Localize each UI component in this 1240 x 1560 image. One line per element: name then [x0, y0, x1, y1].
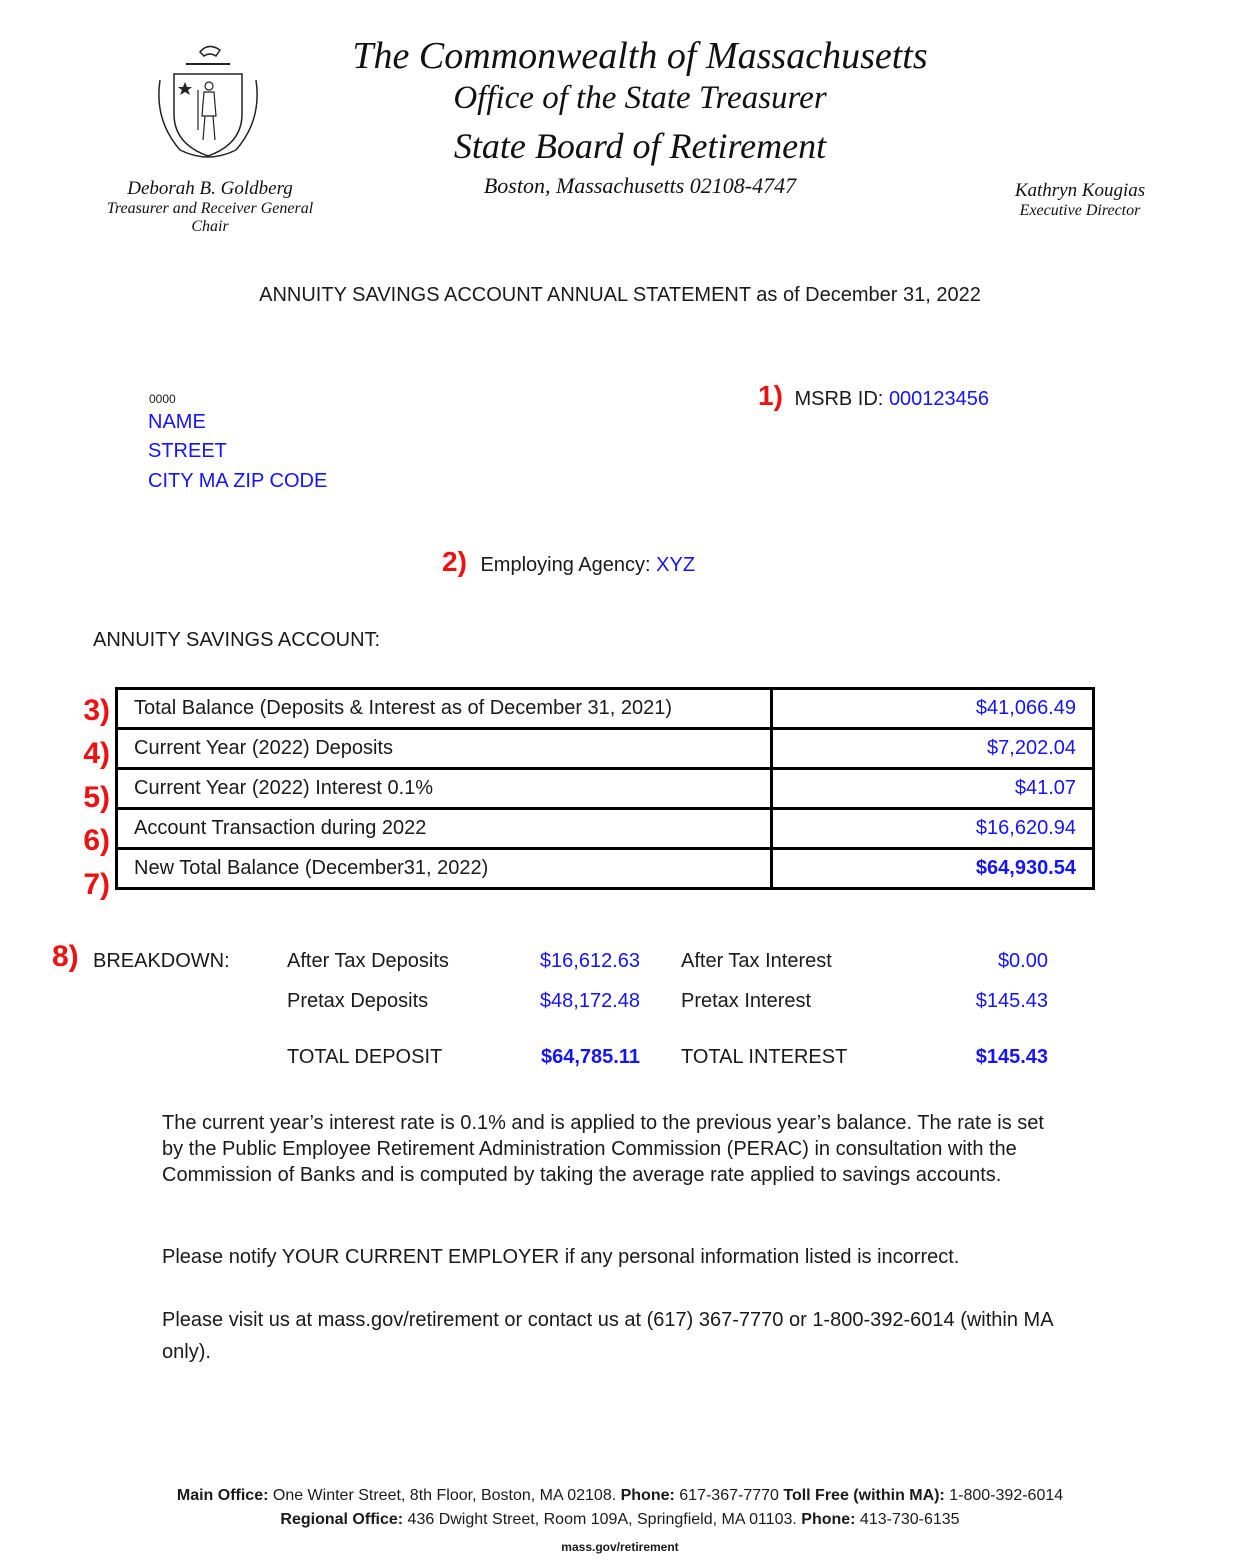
right-signatory	[980, 180, 1180, 220]
pretax-deposits-label: Pretax Deposits	[287, 990, 429, 1012]
notify-employer-note: Please notify YOUR CURRENT EMPLOYER if any personal information listed is incorrect.	[162, 1246, 960, 1268]
total-deposit-label: TOTAL DEPOSIT	[287, 1046, 443, 1068]
account-row-markers	[70, 689, 110, 906]
agency-value: XYZ	[656, 554, 696, 576]
regional-phone-label: Phone:	[801, 1511, 856, 1528]
row-label: Current Year (2022) Deposits	[117, 729, 772, 769]
row-label: New Total Balance (December31, 2022)	[117, 849, 772, 889]
new-total-balance-value: $64,930.54	[772, 849, 1094, 889]
total-deposit-value: $64,785.11	[541, 1046, 640, 1068]
row-label: Current Year (2022) Interest 0.1%	[117, 769, 772, 809]
footer-regional-office	[0, 1511, 1240, 1529]
table-row	[117, 809, 1094, 849]
after-tax-deposits-value: $16,612.63	[539, 950, 640, 972]
marker-7: 7)	[83, 867, 110, 901]
main-office-label: Main Office:	[176, 1487, 269, 1504]
row-label: Total Balance (Deposits & Interest as of December 31, 2021)	[117, 689, 772, 729]
toll-free-label: Toll Free (within MA):	[783, 1487, 945, 1504]
footer-main-office	[0, 1487, 1240, 1505]
employing-agency	[442, 546, 695, 578]
total-interest-label: TOTAL INTEREST	[681, 1046, 848, 1068]
row-value: $16,620.94	[772, 809, 1094, 849]
marker-3: 3)	[83, 694, 110, 727]
table-row	[117, 849, 1094, 889]
agency-label: Employing Agency:	[480, 554, 651, 576]
marker-6: 6)	[83, 824, 110, 858]
marker-8: 8)	[52, 940, 79, 973]
row-value: $41.07	[772, 769, 1094, 809]
header-commonwealth: The Commonwealth of Massachusetts	[352, 35, 928, 77]
treasurer-name: Deborah B. Goldberg	[127, 178, 293, 199]
address-street: STREET	[148, 440, 227, 462]
row-value: $7,202.04	[772, 729, 1094, 769]
regional-office-label: Regional Office:	[280, 1511, 404, 1528]
regional-phone: 413-730-6135	[855, 1511, 960, 1528]
address-name: NAME	[148, 411, 206, 433]
marker-2: 2)	[442, 546, 467, 577]
total-interest-value: $145.43	[975, 1046, 1048, 1068]
row-label: Account Transaction during 2022	[117, 809, 772, 849]
header-location: Boston, Massachusetts 02108-4747	[483, 173, 797, 198]
main-office-address: One Winter Street, 8th Floor, Boston, MA 02108.	[268, 1487, 621, 1504]
footer-website-link[interactable]: mass.gov/retirement	[561, 1540, 679, 1554]
after-tax-interest-label: After Tax Interest	[681, 950, 832, 972]
table-row	[117, 689, 1094, 729]
main-phone: 617-367-7770	[674, 1487, 784, 1504]
address-code: 0000	[149, 392, 176, 406]
msrb-id	[758, 380, 989, 412]
table-row	[117, 769, 1094, 809]
after-tax-deposits-label: After Tax Deposits	[287, 950, 449, 972]
massachusetts-seal-icon	[152, 40, 264, 168]
msrb-label: MSRB ID:	[794, 388, 884, 410]
table-row	[117, 729, 1094, 769]
breakdown-label: BREAKDOWN:	[93, 950, 230, 972]
row-value: $41,066.49	[772, 689, 1094, 729]
account-table	[115, 687, 1095, 890]
director-name: Kathryn Kougias	[1014, 180, 1146, 201]
pretax-interest-label: Pretax Interest	[681, 990, 812, 1012]
interest-rate-note: The current year’s interest rate is 0.1% and is applied to the previous year’s balance. The rate is set by the Public Employee Retirement Administration Commission (PERAC) in consultation with the Commission of Banks and is computed by taking the average rate applied to savings accounts.	[162, 1112, 1044, 1186]
director-title: Executive Director	[1019, 202, 1141, 219]
regional-office-address: 436 Dwight Street, Room 109A, Springfield, MA 01103.	[403, 1511, 802, 1528]
marker-4: 4)	[83, 737, 110, 771]
marker-5: 5)	[83, 780, 110, 814]
pretax-interest-value: $145.43	[975, 990, 1048, 1012]
header-board: State Board of Retirement	[453, 126, 827, 166]
pretax-deposits-value: $48,172.48	[539, 990, 640, 1012]
statement-title: ANNUITY SAVINGS ACCOUNT ANNUAL STATEMENT as of December 31, 2022	[259, 284, 981, 306]
header-office: Office of the State Treasurer	[453, 80, 827, 116]
left-signatory	[80, 178, 340, 236]
toll-free-number: 1-800-392-6014	[944, 1487, 1064, 1504]
treasurer-title: Treasurer and Receiver General	[106, 200, 314, 217]
after-tax-interest-value: $0.00	[997, 950, 1048, 972]
main-phone-label: Phone:	[620, 1487, 675, 1504]
contact-note: Please visit us at mass.gov/retirement or contact us at (617) 367-7770 or 1-800-392-6014 (within MA only).	[162, 1309, 1053, 1363]
treasurer-role: Chair	[191, 218, 229, 235]
account-section-label: ANNUITY SAVINGS ACCOUNT:	[93, 629, 381, 651]
marker-1: 1)	[758, 380, 783, 411]
address-city: CITY MA ZIP CODE	[148, 470, 328, 492]
msrb-value: 000123456	[888, 388, 990, 410]
